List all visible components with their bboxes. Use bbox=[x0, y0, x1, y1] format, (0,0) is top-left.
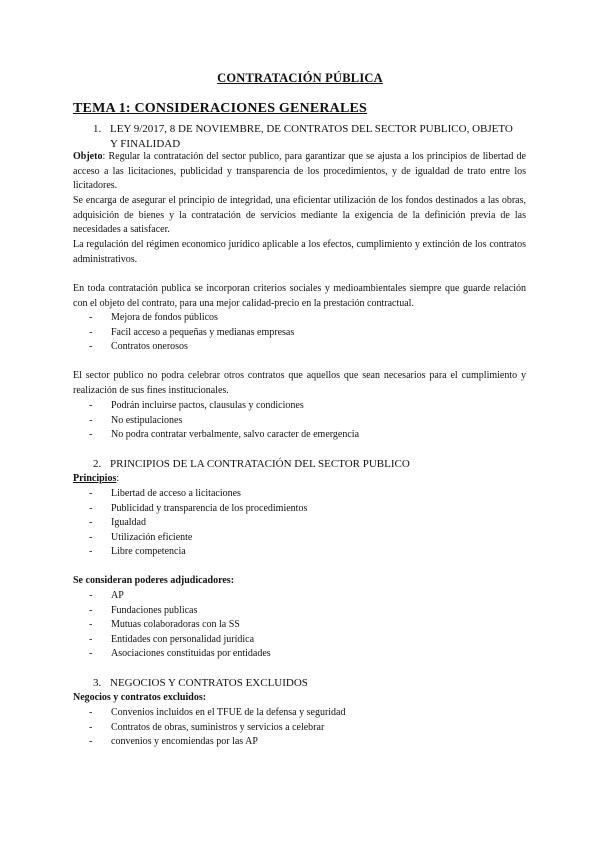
list-item: - Utilización eficiente bbox=[89, 531, 307, 546]
dash-bullet: - bbox=[89, 326, 93, 338]
objeto-paragraph bbox=[73, 150, 526, 194]
list-item: - convenios y encomiendas por las AP bbox=[89, 735, 346, 750]
dash-bullet: - bbox=[89, 414, 93, 426]
list-item: - Convenios incluidos en el TFUE de la defensa y seguridad bbox=[89, 706, 346, 721]
list-item: - Asociaciones constituidas por entidades bbox=[89, 647, 271, 662]
poderes-list bbox=[89, 589, 271, 662]
fines-list bbox=[89, 399, 359, 443]
dash-bullet: - bbox=[89, 721, 93, 733]
section-3-number: 3. bbox=[93, 677, 102, 689]
excluidos-list bbox=[89, 706, 346, 750]
list-item: - Contratos onerosos bbox=[89, 340, 294, 355]
list-item: - Libre competencia bbox=[89, 545, 307, 560]
dash-bullet: - bbox=[89, 312, 93, 323]
dash-bullet: - bbox=[89, 604, 93, 616]
dash-bullet: - bbox=[89, 707, 93, 718]
list-item: - Entidades con personalidad jurídica bbox=[89, 633, 271, 648]
list-item: - Contratos de obras, suministros y servicios a celebrar bbox=[89, 721, 346, 736]
dash-bullet: - bbox=[89, 517, 93, 528]
list-item: - Libertad de acceso a licitaciones bbox=[89, 487, 307, 502]
section-3-heading bbox=[93, 676, 520, 691]
list-item: - No estipulaciones bbox=[89, 414, 359, 429]
tema-heading: TEMA 1: CONSIDERACIONES GENERALES bbox=[73, 101, 368, 116]
list-item: - Mejora de fondos públicos bbox=[89, 311, 294, 326]
integridad-paragraph: Se encarga de asegurar el principio de integridad, una eficientar utilización de los fondos destinados a las obras, adquisición de bienes y la contratación de servicios mediante la exigencia de la definición previa de las necesidades a satisfacer. bbox=[73, 195, 526, 236]
principios-list bbox=[89, 487, 307, 560]
section-2-heading bbox=[93, 457, 520, 472]
dash-bullet: - bbox=[89, 546, 93, 557]
dash-bullet: - bbox=[89, 341, 93, 352]
list-item: - Fundaciones publicas bbox=[89, 604, 271, 619]
objeto-text: : Regular la contratación del sector publico, para garantizar que se ajusta a los principios de libertad de acceso a las licitaciones, publicidad y transparencia de los procedimientos, y de igualdad de trato entre los licitadores. bbox=[73, 151, 526, 192]
dash-bullet: - bbox=[89, 502, 93, 514]
section-3-title: NEGOCIOS Y CONTRATOS EXCLUIDOS bbox=[110, 677, 308, 689]
regulacion-paragraph: La regulación del régimen economico jurídico aplicable a los efectos, cumplimiento y extinción de los contratos administrativos. bbox=[73, 239, 526, 265]
list-item: - Facil acceso a pequeñas y medianas empresas bbox=[89, 326, 294, 341]
section-2-title: PRINCIPIOS DE LA CONTRATACIÓN DEL SECTOR PUBLICO bbox=[110, 458, 410, 470]
criterios-paragraph: En toda contratación publica se incorporan criterios sociales y medioambientales siempre que guarde relación con el objeto del contrato, para una mejor calidad-precio en la prestación contractual. bbox=[73, 283, 526, 309]
dash-bullet: - bbox=[89, 488, 93, 499]
dash-bullet: - bbox=[89, 619, 93, 630]
fines-paragraph: El sector publico no podra celebrar otros contratos que aquellos que sean necesarios para el cumplimiento y realización de sus fines institucionales. bbox=[73, 370, 526, 396]
principios-label: Principios: bbox=[73, 473, 120, 484]
list-item: - Igualdad bbox=[89, 516, 307, 531]
objeto-label: Objeto bbox=[73, 151, 103, 162]
dash-bullet: - bbox=[89, 648, 93, 659]
dash-bullet: - bbox=[89, 736, 93, 747]
list-item: - No podra contratar verbalmente, salvo caracter de emergencia bbox=[89, 428, 359, 443]
dash-bullet: - bbox=[89, 531, 93, 543]
excluidos-label: Negocios y contratos excluidos: bbox=[73, 692, 207, 703]
poderes-label: Se consideran poderes adjudicadores: bbox=[73, 575, 235, 586]
list-item: - Mutuas colaboradoras con la SS bbox=[89, 618, 271, 633]
criterios-list bbox=[89, 311, 294, 355]
dash-bullet: - bbox=[89, 400, 93, 411]
dash-bullet: - bbox=[89, 429, 93, 440]
dash-bullet: - bbox=[89, 590, 93, 601]
list-item: - AP bbox=[89, 589, 271, 604]
list-item: - Podrán incluirse pactos, clausulas y condiciones bbox=[89, 399, 359, 414]
list-item: - Publicidad y transparencia de los procedimientos bbox=[89, 502, 307, 517]
section-1-number: 1. bbox=[93, 123, 102, 135]
section-1-title: LEY 9/2017, 8 DE NOVIEMBRE, DE CONTRATOS DEL SECTOR PUBLICO, OBJETO Y FINALIDAD bbox=[110, 123, 513, 150]
document-title: CONTRATACIÓN PÚBLICA bbox=[217, 71, 383, 85]
section-1-heading bbox=[93, 122, 520, 151]
section-2-number: 2. bbox=[93, 458, 102, 470]
dash-bullet: - bbox=[89, 633, 93, 645]
